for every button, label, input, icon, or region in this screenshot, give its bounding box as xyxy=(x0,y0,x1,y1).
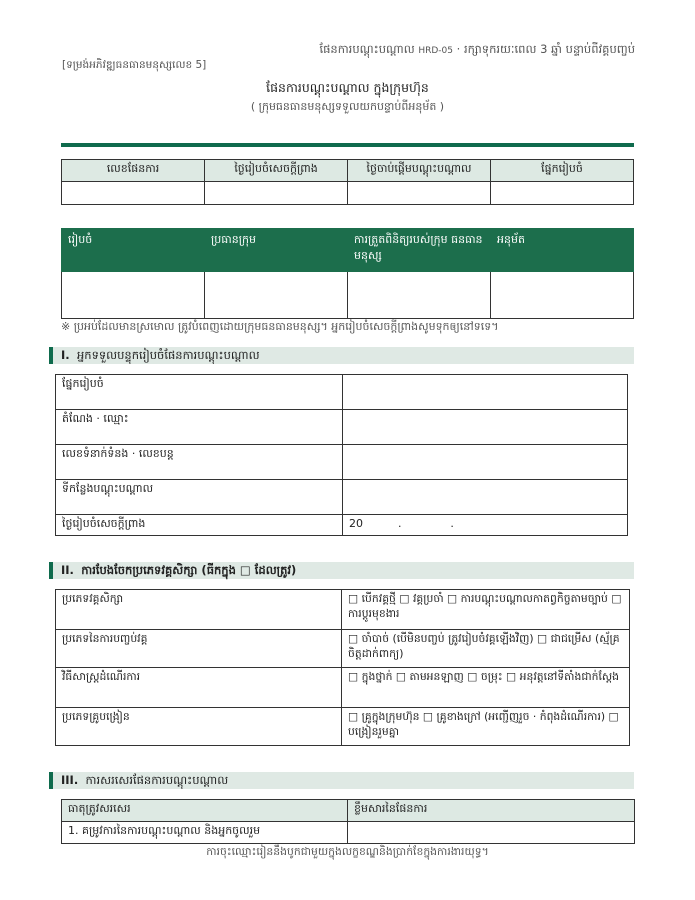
approval-table xyxy=(61,228,634,319)
section-1-number: I. xyxy=(61,348,70,362)
signature-hr-review[interactable] xyxy=(348,272,491,319)
item-content-input[interactable] xyxy=(348,822,635,844)
retention-text: · រក្សាទុករយៈពេល 3 ឆ្នាំ បន្ទាប់ពីវគ្គបញ្ចប់ xyxy=(456,42,635,56)
draft-date-input[interactable]: 20 . . xyxy=(343,515,628,536)
approval-header-hr-review: ការត្រួតពិនិត្យរបស់ក្រុម ធនធានមនុស្ស xyxy=(348,229,491,272)
start-date-field[interactable] xyxy=(348,182,491,205)
doc-title-left: ផែនការបណ្តុះបណ្តាល xyxy=(319,42,415,56)
signature-approved[interactable] xyxy=(491,272,634,319)
section-2-title: ការបែងចែកប្រភេទវគ្គសិក្សា (ធីកក្នុង □ ដែលត្រូវ) xyxy=(81,563,297,577)
section-3-number: III. xyxy=(61,773,79,787)
approval-header-prepared: រៀបចំ xyxy=(62,229,205,272)
delivery-method-options[interactable]: □ ក្នុងថ្នាក់ □ តាមអនឡាញ □ ចម្រុះ □ អនុវត្តនៅទីតាំងជាក់ស្តែង xyxy=(342,668,630,708)
section-3-title: ការសរសេរផែនការបណ្តុះបណ្តាល xyxy=(85,773,229,787)
row-label-position-name: តំណែង · ឈ្មោះ xyxy=(56,410,343,445)
section-1-title: អ្នកទទួលបន្ទុករៀបចំផែនការបណ្តុះបណ្តាល xyxy=(76,348,260,362)
page-subtitle: ( ក្រុមធនធានមនុស្សទទួលយកបន្ទាប់ពីអនុម័ត ) xyxy=(250,100,445,113)
location-input[interactable] xyxy=(343,480,628,515)
footer-note: ការចុះឈ្មោះរៀននឹងបូកជាមួយក្នុងលក្ខខណ្ឌនិងប្រាក់ខែក្នុងការងារយុទ្ធ។ xyxy=(206,845,489,858)
department-input[interactable] xyxy=(343,375,628,410)
plan-writing-table xyxy=(61,799,635,844)
section-marker xyxy=(49,562,53,579)
section-2-heading xyxy=(49,562,634,579)
col-header-item: ធាតុត្រូវសរសេរ xyxy=(62,800,348,822)
item-label: 1. គម្រូវការនៃការបណ្តុះបណ្តាល និងអ្នកចូលរួម xyxy=(62,822,348,844)
row-label-course-type: ប្រភេទវគ្គសិក្សា xyxy=(56,590,342,630)
approval-header-approved: អនុម័ត xyxy=(491,229,634,272)
completion-type-options[interactable]: □ ចាំបាច់ (បើមិនបញ្ចប់ ត្រូវរៀបចំវគ្គឡើងវិញ) □ ជាជម្រើស (ស្ម័គ្រចិត្តដាក់ពាក្យ) xyxy=(342,630,630,668)
position-name-input[interactable] xyxy=(343,410,628,445)
plan-info-table xyxy=(61,159,634,205)
col-header-draft-date: ថ្ងៃរៀបចំសេចក្តីព្រាង xyxy=(205,160,348,182)
course-type-options[interactable]: □ បើកវគ្គថ្មី □ វគ្គប្រចាំ □ ការបណ្តុះបណ្តាលកាតព្វកិច្ចតាមច្បាប់ □ ការប្តូរមុខងារ xyxy=(342,590,630,630)
document-code-line xyxy=(319,42,635,59)
page-title: ផែនការបណ្តុះបណ្តាល ក្នុងក្រុមហ៊ុន xyxy=(266,80,429,95)
col-header-start-date: ថ្ងៃចាប់ផ្តើមបណ្តុះបណ្តាល xyxy=(348,160,491,182)
col-header-content: ខ្លឹមសារនៃផែនការ xyxy=(348,800,635,822)
col-header-plan-number: លេខផែនការ xyxy=(62,160,205,182)
organizer-table xyxy=(55,374,628,536)
plan-number-field[interactable] xyxy=(62,182,205,205)
row-label-location: ទីកន្លែងបណ្តុះបណ្តាល xyxy=(56,480,343,515)
course-classification-table xyxy=(55,589,630,746)
row-label-instructor-type: ប្រភេទគ្រូបង្រៀន xyxy=(56,708,342,746)
row-label-contact: លេខទំនាក់ទំនង · លេខបន្ត xyxy=(56,445,343,480)
contact-input[interactable] xyxy=(343,445,628,480)
doc-code: HRD-05 xyxy=(418,46,453,56)
row-label-delivery-method: វិធីសាស្រ្តដំណើរការ xyxy=(56,668,342,708)
department-field[interactable] xyxy=(491,182,634,205)
approval-header-team-lead: ប្រធានក្រុម xyxy=(205,229,348,272)
signature-team-lead[interactable] xyxy=(205,272,348,319)
section-1-heading xyxy=(49,347,634,364)
row-label-department: ផ្នែករៀបចំ xyxy=(56,375,343,410)
row-label-completion-type: ប្រភេទនៃការបញ្ចប់វគ្គ xyxy=(56,630,342,668)
section-2-number: II. xyxy=(61,563,74,577)
section-marker xyxy=(49,347,53,364)
section-3-heading xyxy=(49,772,634,789)
signature-prepared[interactable] xyxy=(62,272,205,319)
instructor-type-options[interactable]: □ គ្រូក្នុងក្រុមហ៊ុន □ គ្រូខាងក្រៅ (អញ្ជើញរួច · កំពុងដំណើរការ) □ បង្រៀនរួមគ្នា xyxy=(342,708,630,746)
col-header-department: ផ្នែករៀបចំ xyxy=(491,160,634,182)
header-divider xyxy=(61,143,634,147)
draft-date-field[interactable] xyxy=(205,182,348,205)
form-label: [ទម្រង់អភិវឌ្ឍធនធានមនុស្សលេខ 5] xyxy=(62,59,207,71)
approval-note: ※ ប្រអប់ដែលមានស្រមោល ត្រូវបំពេញដោយក្រុមធនធានមនុស្ស។ អ្នករៀបចំសេចក្តីព្រាងសូមទុកឲ្យនៅទទេ។ xyxy=(61,320,499,333)
row-label-draft-date: ថ្ងៃរៀបចំសេចក្តីព្រាង xyxy=(56,515,343,536)
section-marker xyxy=(49,772,53,789)
